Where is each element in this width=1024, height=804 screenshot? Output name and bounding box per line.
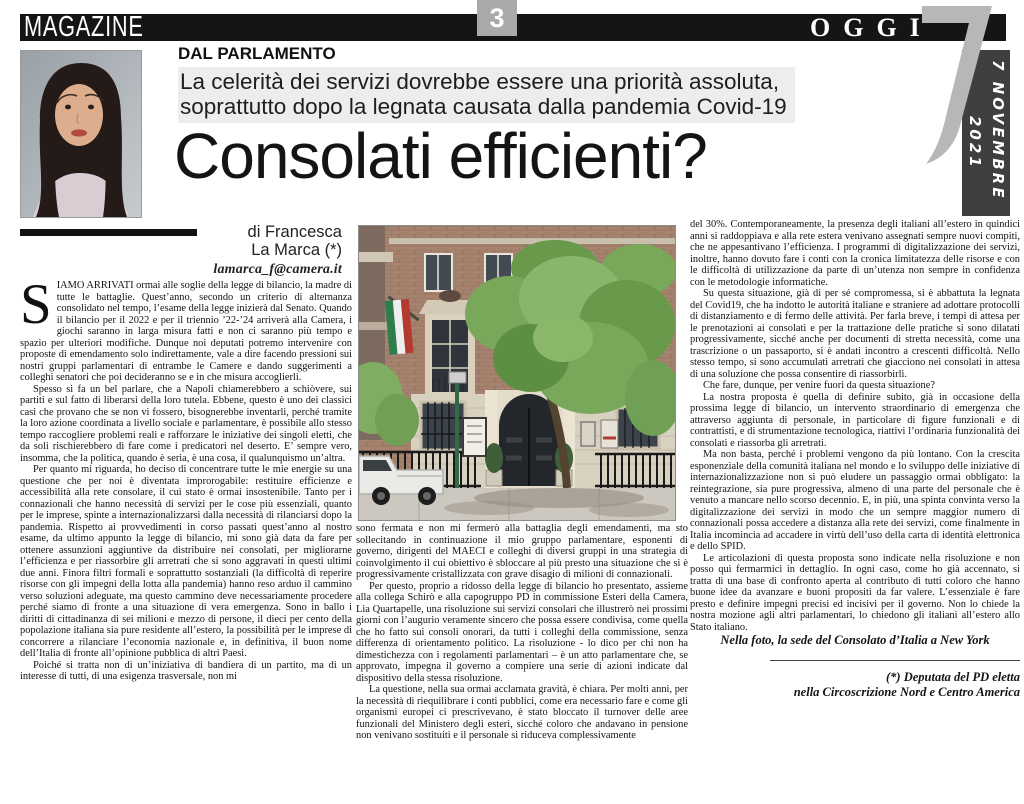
article-paragraph: Poiché si tratta non di un’iniziativa di bandiera di un partito, ma di un interesse di tutti, di una esigenza trasversale, non mi <box>20 659 352 682</box>
consulate-building-photo <box>358 225 676 521</box>
article-column-3 <box>690 219 1020 804</box>
page-number-badge <box>477 0 517 36</box>
date-line-1: 7 NOVEMBRE <box>989 60 1007 201</box>
author-credit-line-2: nella Circoscrizione Nord e Centro America <box>793 685 1020 699</box>
lead-text: IAMO ARRIVATI ormai alle soglie della legge di bilancio, la madre di tutte le battaglie. Quest’anno, secondo un criterio di alternanza consolidato nel tempo, l’esame della legge inizierà dal Senato. Quando il bilancio per il 2022 e per il triennio ’22-’24 arriverà alla Camera, i giochi saranno in larga misura fatti e non ci saranno più tempo e spazio per ulteriori modifiche. Dunque noi deputati potremo intervenire con proposte di emendamento solo indirettamente, vale a dire facendo pressioni sui nostri gruppi parlamentari di entrambe le Camere e dando suggerimenti a colleghi senatori che poi decideranno se e in che misura accoglierli. <box>20 280 352 383</box>
article-paragraph: Spesso si fa un bel parlare, che a Napoli chiamerebbero a schiòvere, sui partiti e sul fatto di liberarsi della loro tutela. Ebbene, questo è uno dei classici casi che provano che se non vi fossero, bisognerebbe inventarli, perché tramite la loro azione coordinata a livello sociale e parlamentare, è possibile allo stesso tempo raccogliere problemi reali e rafforzare le iniziative dei singoli eletti, che da soli rischierebbero di fare come i predicatori nel deserto. E’ sempre vero, insomma, che la politica, quando è seria, è una cosa, il qualunquismo un’altra. <box>20 383 352 464</box>
article-paragraph: sono fermata e non mi fermerò alla battaglia degli emendamenti, ma sto sollecitando in continuazione il mio gruppo parlamentare, esponenti di governo, dirigenti del MAECI e colleghi di diversi gruppi in una strategia di coinvolgimento il cui obiettivo è sbloccare al più presto una situazione che si è progressivamente cristallizzata con grave disagio di milioni di connazionali. <box>356 523 688 580</box>
page-number: 3 <box>489 3 505 33</box>
magazine-label: MAGAZINE <box>24 11 144 43</box>
article-paragraph: Per quanto mi riguarda, ho deciso di concentrare tutte le mie energie su una questione che per noi è diventata improrogabile: restituire efficienze e accessibilità alla rete consolare, il cui stato è ormai insostenibile. Tanto per i connazionali che hanno necessità di servizi per le cose più essenziali, quanto per le imprese, spinte a internazionalizzarsi dalla necessità di rilanciarsi dopo la pandemia. Rispetto ai provvedimenti in corso passati quest’anno al nostro esame, da ultimo appunto la legge di bilancio, mi sono già data da fare per ottenere assunzioni aggiuntive da distribuire nei consolati, per migliorarne l’efficienza e per riassorbire gli arretrati che si sono aggravati in questi ultimi due anni. Finora filtri formali e soprattutto sostanziali (la difficoltà di reperire risorse con gli impegni della lotta alla pandemia) hanno reso arduo il cammino verso soluzioni adeguate, ma questo cammino deve necessariamente procedere perché siamo di fronte a una situazione di vera emergenza. Sono in ballo i diritti di cittadinanza di sei milioni e mezzo di persone, il dieci per cento della popolazione italiana sia pure residente all’estero, la possibilità per le imprese di concorrere a rilanciare l’economia nazionale e, in definitiva, il buon nome dell’Italia di fronte all’opinione pubblica di altri Paesi. <box>20 464 352 659</box>
photo-caption: Nella foto, la sede del Consolato d’Italia a New York <box>720 633 990 647</box>
article-paragraph: Che fare, dunque, per venire fuori da questa situazione? <box>703 380 935 391</box>
byline-email: lamarca_f@camera.it <box>213 262 342 277</box>
byline-name-line-2: La Marca (*) <box>251 241 342 259</box>
photo-underline-bar <box>20 229 197 236</box>
article-column-2 <box>356 523 688 804</box>
article-paragraph: Le articolazioni di questa proposta sono indicate nella risoluzione e non posso qui fermarmici in dettaglio. In ogni caso, come ho già accennato, si tratta di una base di confronto aperta al contributo di tutti coloro che hanno buone idee da avanzare e buoni propositi da far valere. L’essenziale è fare presto e definire impegni precisi ed incisivi per il governo. Non lo chiede la nostra mozione agli altri parlamentari, lo chiedono gli italiani all’estero allo Stato italiano. <box>690 552 1020 633</box>
article-column-1 <box>20 280 352 804</box>
article-paragraph: Su questa situazione, già di per sé compromessa, si è abbattuta la legnata del Covid19, che ha indotto le autorità italiane e straniere ad adottare protocolli di distanziamento e di fermo delle attività. Per farla breve, i tempi di attesa per le prenotazioni ai consolati e per la trattazione delle pratiche si sono dilatati progressivamente, sicché anche per documenti di stretta necessità, come una trascrizione o un passaporto, si è andati incontro a crescenti difficoltà. Nello stesso tempo, si sono accumulati arretrati che giacciono nei consolati in attesa di una soluzione che possa consentire di riassorbirli. <box>690 288 1020 380</box>
standfirst-line-1: La celerità dei servizi dovrebbe essere una priorità assoluta, <box>180 69 780 94</box>
face-shape <box>55 84 103 146</box>
article-paragraph: del 30%. Contemporaneamente, la presenza degli italiani all’estero in quindici anni si raddoppiava e alla rete estera venivano assegnati sempre nuovi compiti, che ne appesantivano l’efficienza. I programmi di digitalizzazione dei servizi, inoltre, hanno dovuto fare i conti con la cronica limitatezza delle risorse e con le difficoltà di utilizzazione da parte di un’utenza non sempre in confidenza con le metodologie informatiche. <box>690 219 1020 288</box>
article-paragraph: La nostra proposta è quella di definire subito, già in occasione della prossima legge di bilancio, un intervento straordinario di emergenza che attraverso aggiunta di personale, in particolare di figure funzionali e di contrattisti, e di strumentazione tecnologica, riattivi l’ordinaria funzionalità dei consolati e riassorba gli arretrati. <box>690 391 1020 449</box>
article-paragraph: La questione, nella sua ormai acclamata gravità, è chiara. Per molti anni, per la necessità di riequilibrare i conti pubblici, come era necessario fare e come gli organismi europei ci prescrivevano, è stato bloccato il turnover delle aree funzionali del Ministero degli esteri, sicché coloro che andavano in pensione non venivano sostituiti e il personale si riduceva complessivamente <box>356 684 688 741</box>
column-1-flow <box>20 384 352 683</box>
section-kicker: DAL PARLAMENTO <box>178 44 336 63</box>
standfirst-line-2: soprattutto dopo la legnata causata dalla pandemia Covid-19 <box>180 94 787 119</box>
headline: Consolati efficienti? <box>174 120 707 192</box>
credit-divider <box>770 660 1020 661</box>
article-paragraph: Per questo, proprio a ridosso della legge di bilancio ho presentato, assieme alla collega Schirò e alla capogruppo PD in commissione Esteri della Camera, Lia Quartapelle, una risoluzione sui servizi consolari che illustrerò nei prossimi giorni con l’augurio veramente sincero che possa essere condivisa, come quella che ho fatto sui consoli onorari, da tutti i colleghi della commissione, senza differenza di orientamento politico. La risoluzione - lo dico per chi non ha dimestichezza con i regolamenti parlamentari – è un atto parlamentare che, se approvato, impegna il governo a compiere una serie di azioni indicate dal dispositivo della stessa risoluzione. <box>356 580 688 684</box>
author-portrait-photo <box>20 50 142 218</box>
date-line-2: 2021 <box>966 116 984 170</box>
column-3-flow <box>690 219 1020 633</box>
byline-name-line-1: di Francesca <box>247 223 342 241</box>
article-paragraph: Ma non basta, perché i problemi vengono da più lontano. Con la crescita esponenziale della comunità italiana nel mondo e lo sviluppo delle iniziative di internazionalizzazione non si può eludere un passaggio ormai obbligato: la reintegrazione, sia pure progressiva, almeno di una parte del personale che è venuto a mancare nello scorso decennio. E, in più, una spinta convinta verso la digitalizzazione dei servizi in modo che un sempre maggior numero di connazionali possa accedere a distanza alla rete dei servizi, come finalmente in Italia incomincia ad accadere in virtù dell’uso della carta di identità elettronica e dello SPID. <box>690 449 1020 552</box>
column-2-flow <box>356 523 688 742</box>
article-lead-paragraph <box>20 280 352 384</box>
brand-oggi: OGGI <box>810 13 933 42</box>
byline <box>196 223 342 279</box>
drop-cap: S <box>20 280 52 336</box>
standfirst <box>178 67 795 123</box>
big-seven-numeral-icon <box>918 2 996 202</box>
author-credit-line-1: (*) Deputata del PD eletta <box>886 670 1020 684</box>
